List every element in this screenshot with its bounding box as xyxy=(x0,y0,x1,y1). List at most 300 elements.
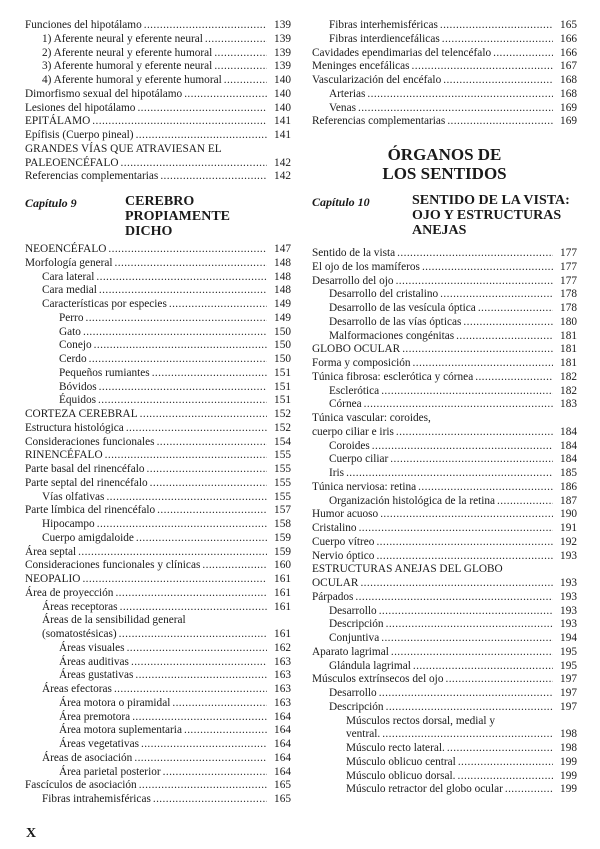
dot-leader xyxy=(386,701,553,715)
dot-leader xyxy=(147,463,268,477)
dot-leader xyxy=(115,257,267,271)
toc-entry-page: 165 xyxy=(274,793,291,805)
toc-entry-page: 150 xyxy=(274,353,291,365)
toc-entry xyxy=(25,683,291,697)
toc-entry xyxy=(312,412,577,426)
dot-leader xyxy=(379,605,553,619)
toc-entry-page: 164 xyxy=(274,751,291,764)
toc-entry xyxy=(312,385,577,399)
toc-list-chapter-9 xyxy=(25,243,291,807)
dot-leader xyxy=(202,559,267,573)
toc-entry-page: 177 xyxy=(560,274,577,287)
dot-leader xyxy=(440,288,553,302)
toc-entry xyxy=(25,381,291,395)
toc-entry-page: 141 xyxy=(274,115,291,128)
toc-entry xyxy=(312,577,577,591)
dot-leader xyxy=(355,591,553,605)
dot-leader xyxy=(418,481,553,495)
toc-entry xyxy=(312,646,577,660)
dot-leader xyxy=(456,330,553,344)
toc-entry xyxy=(25,143,291,157)
toc-entry-title: Áreas receptoras xyxy=(42,600,118,613)
toc-entry-title: Iris xyxy=(329,467,345,479)
toc-entry-title: Meninges encefálicas xyxy=(312,60,410,73)
dot-leader xyxy=(163,766,267,780)
dot-leader xyxy=(132,711,267,725)
toc-entry-title: Desarrollo del cristalino xyxy=(329,288,439,301)
toc-entry-title: Arterias xyxy=(329,87,366,100)
dot-leader xyxy=(224,74,267,88)
toc-entry-title: Lesiones del hipotálamo xyxy=(25,101,136,114)
toc-entry-title: Área de proyección xyxy=(25,586,114,599)
dot-leader xyxy=(367,88,553,102)
toc-entry-page: 180 xyxy=(560,315,577,328)
dot-leader xyxy=(137,102,267,116)
dot-leader xyxy=(157,436,267,450)
dot-leader xyxy=(92,115,267,129)
toc-entry-page: 182 xyxy=(560,370,577,383)
toc-entry-page: 149 xyxy=(274,298,291,310)
toc-entry-title: Hipocampo xyxy=(42,518,95,530)
dot-leader xyxy=(83,326,267,340)
dot-leader xyxy=(447,742,553,756)
toc-entry-page: 198 xyxy=(560,728,577,741)
toc-entry xyxy=(312,330,577,344)
toc-entry-page: 167 xyxy=(560,60,577,73)
toc-entry-title: Conjuntiva xyxy=(329,632,380,644)
toc-entry-page: 193 xyxy=(560,577,577,589)
toc-entry xyxy=(312,426,577,440)
toc-entry xyxy=(312,618,577,632)
toc-entry-page: 148 xyxy=(274,256,291,269)
toc-entry-page: 164 xyxy=(274,765,291,778)
chapter-number: Capítulo 9 xyxy=(25,196,77,210)
toc-entry-page: 163 xyxy=(274,669,291,682)
toc-entry-title: Epífisis (Cuerpo pineal) xyxy=(25,129,134,141)
dot-leader xyxy=(160,170,267,184)
dot-leader xyxy=(136,129,267,143)
toc-entry-title: Áreas efectoras xyxy=(42,683,112,695)
toc-entry xyxy=(312,563,577,577)
toc-entry-page: 147 xyxy=(274,243,291,255)
toc-entry-title: Équidos xyxy=(59,394,97,407)
toc-entry-page: 164 xyxy=(274,738,291,750)
toc-entry xyxy=(25,271,291,285)
toc-entry-page: 198 xyxy=(560,742,577,754)
dot-leader xyxy=(386,618,553,632)
toc-entry xyxy=(312,19,577,33)
toc-entry-page: 140 xyxy=(274,74,291,86)
toc-entry-title: Vascularización del encéfalo xyxy=(312,74,442,86)
toc-entry-page: 193 xyxy=(560,618,577,631)
dot-leader xyxy=(413,357,553,371)
toc-entry-title: Sentido de la vista xyxy=(312,247,396,259)
toc-entry xyxy=(25,102,291,116)
toc-entry xyxy=(312,74,577,88)
toc-entry xyxy=(312,715,577,729)
dot-leader xyxy=(412,60,553,74)
toc-entry-title: Desarrollo del ojo xyxy=(312,274,394,287)
dot-leader xyxy=(390,453,553,467)
toc-entry xyxy=(312,770,577,784)
toc-entry xyxy=(312,302,577,316)
toc-entry-page: 160 xyxy=(274,559,291,572)
toc-entry-page: 177 xyxy=(560,247,577,259)
toc-entry xyxy=(25,477,291,491)
dot-leader xyxy=(214,47,267,61)
toc-entry-title: Descripción xyxy=(329,700,384,713)
toc-entry-page: 182 xyxy=(560,384,577,397)
toc-entry xyxy=(312,440,577,454)
toc-entry xyxy=(312,591,577,605)
toc-entry-title: CORTEZA CEREBRAL xyxy=(25,408,138,420)
section-title: ÓRGANOS DE LOS SENTIDOS xyxy=(382,145,507,183)
dot-leader xyxy=(205,33,267,47)
toc-entry xyxy=(25,752,291,766)
toc-entry xyxy=(25,47,291,61)
toc-entry-page: 141 xyxy=(274,129,291,141)
dot-leader xyxy=(121,157,267,171)
toc-entry-page: 197 xyxy=(560,673,577,686)
toc-entry-title: Parte límbica del rinencéfalo xyxy=(25,504,156,517)
toc-entry-title: Características por especies xyxy=(42,298,167,310)
toc-entry xyxy=(25,793,291,807)
dot-leader xyxy=(135,669,267,683)
toc-entry xyxy=(25,628,291,642)
toc-entry-page: 155 xyxy=(274,463,291,475)
dot-leader xyxy=(458,770,553,784)
toc-entry xyxy=(312,357,577,371)
toc-entry-title: 1) Aferente neural y eferente neural xyxy=(42,32,203,45)
toc-entry-page: 159 xyxy=(274,545,291,558)
toc-entry-page: 178 xyxy=(560,288,577,301)
dot-leader xyxy=(127,642,267,656)
toc-entry xyxy=(25,532,291,546)
toc-entry-title: ventral. xyxy=(346,728,381,741)
toc-entry-title: Parte basal del rinencéfalo xyxy=(25,463,145,475)
toc-entry-page: 165 xyxy=(274,779,291,792)
toc-entry-title: cuerpo ciliar e iris xyxy=(312,425,394,438)
dot-leader xyxy=(364,398,553,412)
toc-entry-page: 151 xyxy=(274,366,291,379)
dot-leader xyxy=(493,47,553,61)
toc-entry-page: 177 xyxy=(560,260,577,273)
toc-entry xyxy=(25,449,291,463)
toc-entry-page: 163 xyxy=(274,655,291,668)
toc-entry-title: Cuerpo ciliar xyxy=(329,453,389,466)
dot-leader xyxy=(440,19,553,33)
toc-entry-page: 166 xyxy=(560,32,577,45)
dot-leader xyxy=(381,385,553,399)
toc-entry xyxy=(25,573,291,587)
toc-entry-title: Cuerpo amigdaloide xyxy=(42,531,134,544)
toc-entry xyxy=(312,605,577,619)
toc-entry-title: Músculos extrínsecos del ojo xyxy=(312,673,444,686)
toc-entry xyxy=(312,728,577,742)
toc-entry-title: Bóvidos xyxy=(59,380,97,393)
toc-entry xyxy=(25,326,291,340)
toc-entry-page: 154 xyxy=(274,435,291,448)
toc-entry-title: Cuerpo vítreo xyxy=(312,535,375,548)
toc-entry-page: 197 xyxy=(560,700,577,713)
toc-entry xyxy=(312,481,577,495)
toc-entry-title: Músculo retractor del globo ocular xyxy=(346,783,503,796)
toc-entry xyxy=(312,783,577,797)
dot-leader xyxy=(396,275,553,289)
toc-entry-page: 166 xyxy=(560,46,577,59)
dot-leader xyxy=(115,587,267,601)
toc-entry xyxy=(25,367,291,381)
toc-entry-title: Túnica fibrosa: esclerótica y córnea xyxy=(312,370,474,383)
toc-entry-title: RINENCÉFALO xyxy=(25,449,103,462)
toc-entry-page: 158 xyxy=(274,518,291,530)
toc-entry-title: Músculo oblicuo dorsal. xyxy=(346,769,456,782)
toc-entry-title: Área parietal posterior xyxy=(59,765,161,778)
toc-entry xyxy=(312,453,577,467)
toc-entry xyxy=(25,88,291,102)
toc-entry-title: Desarrollo xyxy=(329,604,377,617)
toc-entry-title: (somatostésicas) xyxy=(42,628,117,640)
toc-entry-page: 139 xyxy=(274,32,291,45)
toc-entry xyxy=(312,33,577,47)
dot-leader xyxy=(96,271,267,285)
toc-entry-title: 3) Aferente humoral y eferente neural xyxy=(42,60,213,73)
dot-leader xyxy=(114,683,267,697)
toc-list-right-top xyxy=(312,19,577,129)
dot-leader xyxy=(458,756,553,770)
toc-entry xyxy=(25,353,291,367)
toc-entry-title: Cristalino xyxy=(312,522,357,534)
toc-entry-title: Esclerótica xyxy=(329,384,380,397)
toc-entry-page: 193 xyxy=(560,590,577,603)
toc-entry-title: Área premotora xyxy=(59,710,131,723)
toc-entry-title: Organización histológica de la retina xyxy=(329,494,496,507)
toc-entry xyxy=(25,642,291,656)
dot-leader xyxy=(372,440,553,454)
toc-entry xyxy=(312,467,577,481)
toc-entry-page: 181 xyxy=(560,329,577,342)
toc-entry-page: 155 xyxy=(274,449,291,462)
toc-entry xyxy=(312,88,577,102)
toc-entry xyxy=(25,312,291,326)
toc-entry-title: 2) Aferente neural y eferente humoral xyxy=(42,46,213,59)
dot-leader xyxy=(98,394,267,408)
toc-entry-page: 148 xyxy=(274,284,291,297)
toc-entry-title: Fibras intrahemisféricas xyxy=(42,793,151,805)
toc-entry-page: 155 xyxy=(274,490,291,503)
toc-entry-page: 148 xyxy=(274,270,291,283)
dot-leader xyxy=(391,646,553,660)
toc-entry-page: 184 xyxy=(560,425,577,438)
toc-entry-page: 181 xyxy=(560,343,577,356)
toc-entry-page: 161 xyxy=(274,573,291,585)
toc-entry xyxy=(312,316,577,330)
dot-leader xyxy=(120,601,267,615)
toc-entry-page: 190 xyxy=(560,508,577,521)
dot-leader xyxy=(463,316,553,330)
toc-entry-page: 151 xyxy=(274,380,291,393)
dot-leader xyxy=(172,697,267,711)
toc-entry-page: 169 xyxy=(560,115,577,128)
toc-entry-title: Cara medial xyxy=(42,284,97,297)
toc-entry xyxy=(25,284,291,298)
dot-leader xyxy=(169,298,267,312)
dot-leader xyxy=(108,243,267,257)
toc-entry-page: 184 xyxy=(560,439,577,452)
toc-entry-title: Cerdo xyxy=(59,353,87,365)
toc-entry xyxy=(312,687,577,701)
dot-leader xyxy=(106,491,267,505)
dot-leader xyxy=(153,793,267,807)
toc-entry-title: Músculo recto lateral. xyxy=(346,742,445,754)
toc-entry xyxy=(25,298,291,312)
toc-entry xyxy=(25,656,291,670)
toc-list-chapter-10 xyxy=(312,247,577,797)
toc-entry xyxy=(25,170,291,184)
toc-entry-page: 163 xyxy=(274,683,291,695)
dot-leader xyxy=(376,536,553,550)
toc-entry xyxy=(312,275,577,289)
toc-entry xyxy=(25,766,291,780)
toc-entry xyxy=(25,504,291,518)
toc-entry-page: 193 xyxy=(560,604,577,617)
toc-entry-page: 149 xyxy=(274,311,291,324)
dot-leader xyxy=(442,33,553,47)
dot-leader xyxy=(478,302,553,316)
chapter-number: Capítulo 10 xyxy=(312,195,370,209)
toc-entry-title: Gato xyxy=(59,325,81,338)
toc-list-left-top xyxy=(25,19,291,184)
dot-leader xyxy=(131,656,267,670)
toc-entry xyxy=(25,422,291,436)
toc-entry-title: Cavidades ependimarias del telencéfalo xyxy=(312,46,492,59)
dot-leader xyxy=(89,353,267,367)
toc-entry-page: 178 xyxy=(560,302,577,314)
toc-entry-page: 161 xyxy=(274,628,291,640)
toc-entry xyxy=(312,660,577,674)
dot-leader xyxy=(94,339,267,353)
toc-entry-page: 139 xyxy=(274,60,291,73)
toc-entry-title: Músculo oblicuo central xyxy=(346,755,456,768)
toc-entry xyxy=(312,343,577,357)
toc-entry xyxy=(25,779,291,793)
toc-entry-title: GRANDES VÍAS QUE ATRAVIESAN EL xyxy=(25,142,222,155)
toc-entry-page: 186 xyxy=(560,480,577,493)
toc-entry-title: Venas xyxy=(329,101,356,114)
toc-entry-title: Referencias complementarias xyxy=(25,170,159,183)
toc-entry xyxy=(25,257,291,271)
dot-leader xyxy=(140,408,267,422)
toc-entry-title: Descripción xyxy=(329,618,384,631)
right-column xyxy=(312,19,577,797)
toc-entry-title: Desarrollo de las vesícula óptica xyxy=(329,302,476,314)
toc-entry xyxy=(312,261,577,275)
toc-entry xyxy=(25,587,291,601)
toc-entry-page: 150 xyxy=(274,325,291,338)
toc-entry-title: Forma y composición xyxy=(312,357,411,369)
toc-entry xyxy=(25,724,291,738)
dot-leader xyxy=(152,367,267,381)
dot-leader xyxy=(119,628,267,642)
dot-leader xyxy=(379,687,553,701)
left-column xyxy=(25,19,291,807)
toc-entry xyxy=(25,129,291,143)
dot-leader xyxy=(97,518,267,532)
toc-entry xyxy=(25,546,291,560)
toc-entry-page: 140 xyxy=(274,101,291,114)
toc-entry xyxy=(25,601,291,615)
toc-entry xyxy=(25,491,291,505)
toc-entry-page: 162 xyxy=(274,641,291,654)
dot-leader xyxy=(184,724,267,738)
dot-leader xyxy=(505,783,553,797)
toc-entry xyxy=(312,60,577,74)
toc-entry xyxy=(312,495,577,509)
toc-entry xyxy=(25,33,291,47)
toc-entry-page: 192 xyxy=(560,535,577,548)
dot-leader xyxy=(99,381,267,395)
toc-entry-page: 142 xyxy=(274,170,291,183)
toc-entry xyxy=(312,508,577,522)
toc-entry-page: 199 xyxy=(560,783,577,796)
dot-leader xyxy=(497,495,553,509)
toc-entry xyxy=(312,756,577,770)
dot-leader xyxy=(85,312,267,326)
toc-entry-page: 164 xyxy=(274,724,291,737)
toc-entry xyxy=(312,371,577,385)
toc-entry xyxy=(312,102,577,116)
toc-entry-page: 169 xyxy=(560,101,577,114)
dot-leader xyxy=(99,284,267,298)
toc-entry-page: 140 xyxy=(274,87,291,100)
toc-entry-page: 163 xyxy=(274,696,291,709)
toc-entry-page: 199 xyxy=(560,769,577,782)
toc-entry-title: Pequeños rumiantes xyxy=(59,366,150,379)
dot-leader xyxy=(136,532,267,546)
toc-entry-title: Área septal xyxy=(25,545,77,558)
chapter-heading-10 xyxy=(312,193,577,238)
toc-entry-title: Dimorfismo sexual del hipotálamo xyxy=(25,87,183,100)
toc-entry-title: Glándula lagrimal xyxy=(329,659,411,672)
toc-entry-title: 4) Aferente humoral y eferente humoral xyxy=(42,74,222,86)
toc-entry-title: Referencias complementarias xyxy=(312,115,446,128)
toc-entry-page: 194 xyxy=(560,632,577,644)
toc-entry-title: Fibras interhemisféricas xyxy=(329,19,438,31)
toc-entry xyxy=(25,60,291,74)
toc-entry-title: Estructura histológica xyxy=(25,421,124,434)
toc-entry-page: 195 xyxy=(560,645,577,658)
toc-entry-title: PALEOENCÉFALO xyxy=(25,156,119,169)
dot-leader xyxy=(150,477,267,491)
dot-leader xyxy=(381,632,553,646)
toc-entry-page: 191 xyxy=(560,522,577,534)
toc-entry-title: Áreas vegetativas xyxy=(59,738,139,750)
toc-entry-title: OCULAR xyxy=(312,577,359,589)
dot-leader xyxy=(214,60,267,74)
dot-leader xyxy=(445,673,553,687)
toc-entry xyxy=(312,288,577,302)
chapter-title: CEREBRO PROPIAMENTE DICHO xyxy=(125,194,230,239)
toc-entry xyxy=(312,398,577,412)
toc-entry-title: Parte septal del rinencéfalo xyxy=(25,476,148,489)
toc-entry-title: Conejo xyxy=(59,339,92,352)
toc-entry-page: 139 xyxy=(274,46,291,59)
toc-entry-page: 184 xyxy=(560,453,577,466)
dot-leader xyxy=(358,102,553,116)
toc-entry xyxy=(25,243,291,257)
toc-entry xyxy=(312,701,577,715)
chapter-heading-9 xyxy=(25,194,291,239)
